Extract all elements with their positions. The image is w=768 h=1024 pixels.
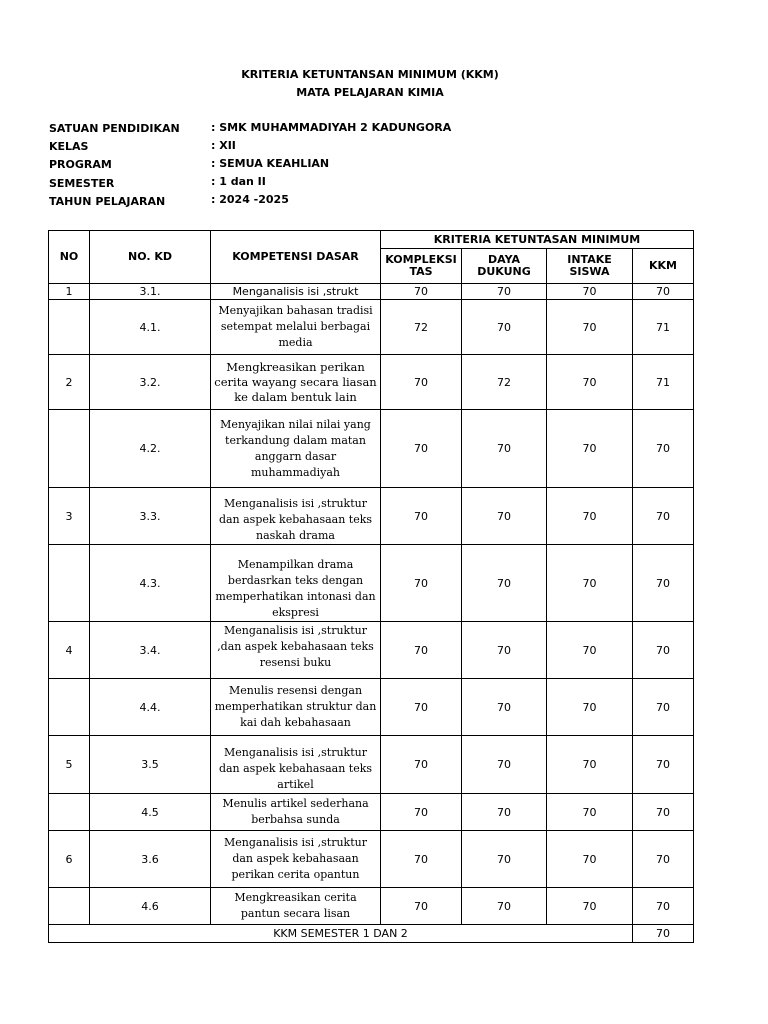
header-kkm: KKM [633, 249, 694, 284]
header-no: NO [49, 231, 90, 284]
row-kkm: 70 [633, 622, 694, 679]
row-kompetensi: Menyajikan nilai nilai yang terkandung dalam matan anggarn dasar muhammadiyah [211, 410, 381, 488]
row-kompleksitas: 70 [381, 488, 462, 545]
row-kd: 3.3. [90, 488, 211, 545]
meta-value-tahun: : 2024 -2025 [211, 193, 289, 206]
row-intake: 70 [547, 300, 633, 355]
row-no: 5 [49, 736, 90, 794]
table-row [49, 794, 694, 831]
row-intake: 70 [547, 284, 633, 300]
table-row [49, 410, 694, 488]
row-daya-dukung: 70 [462, 622, 547, 679]
row-kompleksitas: 70 [381, 545, 462, 622]
row-no [49, 794, 90, 831]
footer-row [49, 925, 694, 943]
row-no [49, 679, 90, 736]
row-no [49, 545, 90, 622]
row-kd: 4.4. [90, 679, 211, 736]
row-no: 4 [49, 622, 90, 679]
row-daya-dukung: 70 [462, 831, 547, 888]
row-no [49, 888, 90, 925]
row-kkm: 70 [633, 831, 694, 888]
table-row [49, 355, 694, 410]
row-kd: 3.6 [90, 831, 211, 888]
row-daya-dukung: 70 [462, 410, 547, 488]
row-intake: 70 [547, 355, 633, 410]
table-row [49, 284, 694, 300]
row-intake: 70 [547, 831, 633, 888]
header-daya-dukung: DAYA DUKUNG [462, 249, 547, 284]
meta-value-kelas: : XII [211, 139, 236, 152]
row-kd: 3.4. [90, 622, 211, 679]
meta-label-semester: SEMESTER [49, 177, 115, 190]
row-kompleksitas: 72 [381, 300, 462, 355]
row-kompetensi: Menyajikan bahasan tradisi setempat melalui berbagai media [211, 300, 381, 355]
row-kompetensi: Menulis resensi dengan memperhatikan struktur dan kai dah kebahasaan [211, 679, 381, 736]
row-daya-dukung: 72 [462, 355, 547, 410]
row-kompetensi: Mengkreasikan perikan cerita wayang secara liasan ke dalam bentuk lain [211, 355, 381, 410]
document-title: KRITERIA KETUNTANSAN MINIMUM (KKM) [241, 68, 499, 81]
row-kompetensi: Menganalisis isi ,struktur dan aspek kebahasaan perikan cerita opantun [211, 831, 381, 888]
row-kd: 4.5 [90, 794, 211, 831]
header-intake: INTAKE SISWA [547, 249, 633, 284]
row-intake: 70 [547, 888, 633, 925]
kkm-table [48, 230, 694, 943]
row-kd: 4.2. [90, 410, 211, 488]
meta-value-program: : SEMUA KEAHLIAN [211, 157, 330, 170]
row-daya-dukung: 70 [462, 300, 547, 355]
row-kompleksitas: 70 [381, 736, 462, 794]
row-kompetensi: Menganalisis isi ,struktur dan aspek kebahasaan teks artikel [211, 736, 381, 794]
row-intake: 70 [547, 794, 633, 831]
row-kompetensi: Menampilkan drama berdasrkan teks dengan memperhatikan intonasi dan ekspresi [211, 545, 381, 622]
row-kkm: 70 [633, 410, 694, 488]
row-kd: 3.2. [90, 355, 211, 410]
row-intake: 70 [547, 545, 633, 622]
header-kriteria: KRITERIA KETUNTASAN MINIMUM [381, 231, 694, 249]
meta-label-satuan: SATUAN PENDIDIKAN [49, 122, 180, 135]
meta-value-satuan: : SMK MUHAMMADIYAH 2 KADUNGORA [211, 121, 452, 134]
meta-label-tahun: TAHUN PELAJARAN [49, 195, 166, 208]
row-kkm: 70 [633, 736, 694, 794]
row-daya-dukung: 70 [462, 888, 547, 925]
row-kompetensi: Mengkreasikan cerita pantun secara lisan [211, 888, 381, 925]
table-row [49, 888, 694, 925]
row-daya-dukung: 70 [462, 736, 547, 794]
table-row [49, 736, 694, 794]
table-row [49, 300, 694, 355]
row-kkm: 71 [633, 355, 694, 410]
row-kkm: 70 [633, 794, 694, 831]
row-kkm: 70 [633, 488, 694, 545]
meta-value-semester: : 1 dan II [211, 175, 266, 188]
row-kd: 3.1. [90, 284, 211, 300]
row-kompetensi: Menulis artikel sederhana berbahsa sunda [211, 794, 381, 831]
table-row [49, 622, 694, 679]
row-kkm: 70 [633, 888, 694, 925]
row-intake: 70 [547, 410, 633, 488]
header-kompleksitas: KOMPLEKSITAS [381, 249, 462, 284]
row-kd: 3.5 [90, 736, 211, 794]
row-kompetensi [211, 622, 381, 679]
row-daya-dukung: 70 [462, 284, 547, 300]
row-kompleksitas: 70 [381, 410, 462, 488]
row-kompleksitas: 70 [381, 831, 462, 888]
row-no: 2 [49, 355, 90, 410]
row-kd: 4.3. [90, 545, 211, 622]
row-kompleksitas: 70 [381, 679, 462, 736]
row-kompleksitas: 70 [381, 622, 462, 679]
row-intake: 70 [547, 622, 633, 679]
header-kompetensi: KOMPETENSI DASAR [211, 231, 381, 284]
row-kompleksitas: 70 [381, 355, 462, 410]
meta-label-program: PROGRAM [49, 158, 112, 171]
row-no: 6 [49, 831, 90, 888]
row-kompetensi: Menganalisis isi ,strukt [211, 284, 381, 300]
row-kompetensi: Menganalisis isi ,struktur dan aspek kebahasaan teks naskah drama [211, 488, 381, 545]
row-kkm: 71 [633, 300, 694, 355]
row-kompetensi-text: Menganalisis isi ,struktur ,dan aspek kebahasaan teks resensi buku [217, 623, 374, 669]
row-kd: 4.6 [90, 888, 211, 925]
meta-label-kelas: KELAS [49, 140, 89, 153]
row-no [49, 300, 90, 355]
row-daya-dukung: 70 [462, 488, 547, 545]
header-no-kd: NO. KD [90, 231, 211, 284]
row-no: 3 [49, 488, 90, 545]
row-intake: 70 [547, 736, 633, 794]
row-kd: 4.1. [90, 300, 211, 355]
row-no: 1 [49, 284, 90, 300]
row-kkm: 70 [633, 545, 694, 622]
row-kompleksitas: 70 [381, 284, 462, 300]
document-subtitle: MATA PELAJARAN KIMIA [296, 86, 444, 99]
row-no [49, 410, 90, 488]
table-row [49, 488, 694, 545]
table-row [49, 679, 694, 736]
row-daya-dukung: 70 [462, 794, 547, 831]
row-intake: 70 [547, 488, 633, 545]
footer-label: KKM SEMESTER 1 DAN 2 [49, 925, 633, 943]
row-kkm: 70 [633, 284, 694, 300]
row-kompleksitas: 70 [381, 888, 462, 925]
row-daya-dukung: 70 [462, 679, 547, 736]
row-intake: 70 [547, 679, 633, 736]
row-kompleksitas: 70 [381, 794, 462, 831]
row-daya-dukung: 70 [462, 545, 547, 622]
table-row [49, 831, 694, 888]
table-row [49, 545, 694, 622]
footer-kkm: 70 [633, 925, 694, 943]
row-kkm: 70 [633, 679, 694, 736]
